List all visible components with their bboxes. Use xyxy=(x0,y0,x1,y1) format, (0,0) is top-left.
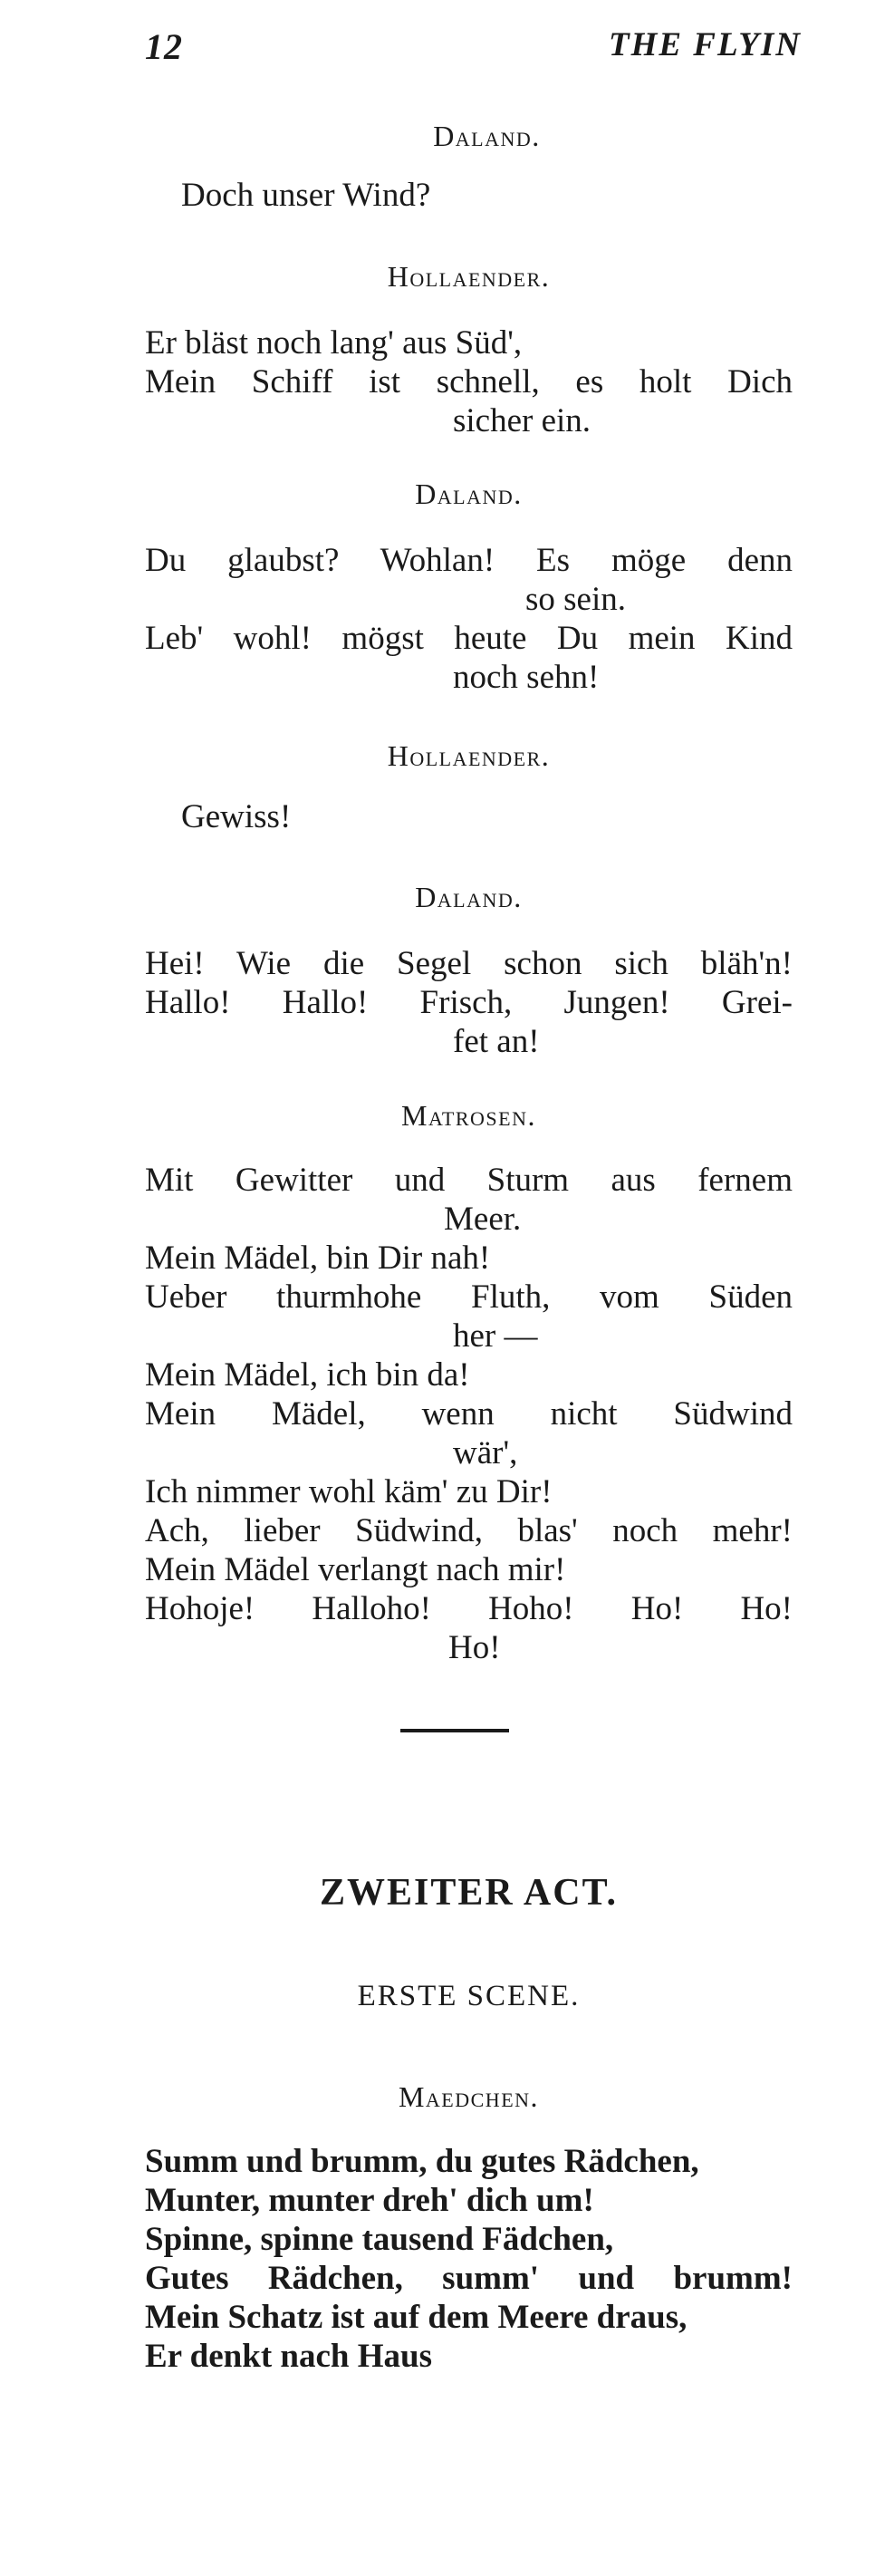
verse xyxy=(145,323,793,440)
verse xyxy=(145,797,793,836)
verse-line: Er denkt nach Haus xyxy=(145,2338,432,2375)
speaker-name: Hollaender. xyxy=(387,739,551,772)
verse-line: Spinne, spinne tausend Fädchen, xyxy=(145,2221,614,2258)
verse-line: Hei! Wie die Segel schon sich bläh'n! xyxy=(145,945,793,982)
verse-line: noch sehn! xyxy=(453,659,600,696)
speaker-name: Hollaender. xyxy=(387,260,551,293)
verse-line: Ueber thurmhohe Fluth, vom Süden xyxy=(145,1278,793,1316)
verse-line: so sein. xyxy=(525,581,626,618)
verse-line: Mit Gewitter und Sturm aus fernem xyxy=(145,1162,793,1199)
verse-line: fet an! xyxy=(453,1023,540,1060)
speaker-name: Daland. xyxy=(433,120,541,152)
speaker-name: Daland. xyxy=(415,881,523,913)
speaker-name: Matrosen. xyxy=(401,1099,536,1132)
dialogue-block-matrosen xyxy=(145,1094,793,1667)
verse-line: Meer. xyxy=(444,1201,522,1238)
dialogue-block-hollaender-1 xyxy=(145,255,793,440)
verse-line: Mein Schiff ist schnell, es holt Dich xyxy=(145,363,793,400)
dialogue-block-daland-2 xyxy=(145,472,793,697)
verse xyxy=(145,176,793,215)
act-title: ZWEITER ACT. xyxy=(320,1872,618,1914)
verse-line: Er bläst noch lang' aus Süd', xyxy=(145,324,523,362)
verse-line: Ach, lieber Südwind, blas' noch mehr! xyxy=(145,1512,793,1549)
verse xyxy=(145,2142,793,2376)
section-divider xyxy=(400,1729,509,1732)
verse-line: Gewiss! xyxy=(181,798,292,835)
page-number: 12 xyxy=(145,26,183,67)
verse-line: Hallo! Hallo! Frisch, Jungen! Grei- xyxy=(145,984,793,1021)
scene-title: ERSTE SCENE. xyxy=(357,1980,581,2012)
verse xyxy=(145,541,793,697)
verse-line: sicher ein. xyxy=(453,402,591,439)
verse-line: Ho! xyxy=(448,1629,501,1666)
running-header xyxy=(0,25,875,80)
dialogue-block-maedchen xyxy=(145,2075,793,2376)
verse-line: Doch unser Wind? xyxy=(181,177,431,214)
verse xyxy=(145,1161,793,1667)
verse-line: her — xyxy=(453,1317,538,1355)
running-title: THE FLYIN xyxy=(609,26,802,63)
verse-line: Mein Mädel verlangt nach mir! xyxy=(145,1551,566,1588)
verse-line: Summ und brumm, du gutes Rädchen, xyxy=(145,2143,699,2180)
verse xyxy=(145,944,793,1061)
verse-line: Mein Mädel, bin Dir nah! xyxy=(145,1240,491,1277)
verse-line: Leb' wohl! mögst heute Du mein Kind xyxy=(145,620,793,657)
verse-line: Mein Schatz ist auf dem Meere draus, xyxy=(145,2299,688,2336)
dialogue-block-daland-3 xyxy=(145,875,793,1061)
verse-line: Ich nimmer wohl käm' zu Dir! xyxy=(145,1473,553,1510)
speaker-name: Maedchen. xyxy=(398,2080,540,2113)
verse-line: Mein Mädel, wenn nicht Südwind xyxy=(145,1395,793,1433)
speaker-name: Daland. xyxy=(415,478,523,510)
verse-line: Munter, munter dreh' dich um! xyxy=(145,2182,594,2219)
verse-line: wär', xyxy=(453,1434,518,1471)
verse-line: Du glaubst? Wohlan! Es möge denn xyxy=(145,542,793,579)
dialogue-block-hollaender-2 xyxy=(145,734,793,836)
verse-line: Gutes Rädchen, summ' und brumm! xyxy=(145,2260,793,2297)
verse-line: Hohoje! Halloho! Hoho! Ho! Ho! xyxy=(145,1590,793,1627)
dialogue-block-daland-1 xyxy=(145,114,793,215)
verse-line: Mein Mädel, ich bin da! xyxy=(145,1356,470,1394)
